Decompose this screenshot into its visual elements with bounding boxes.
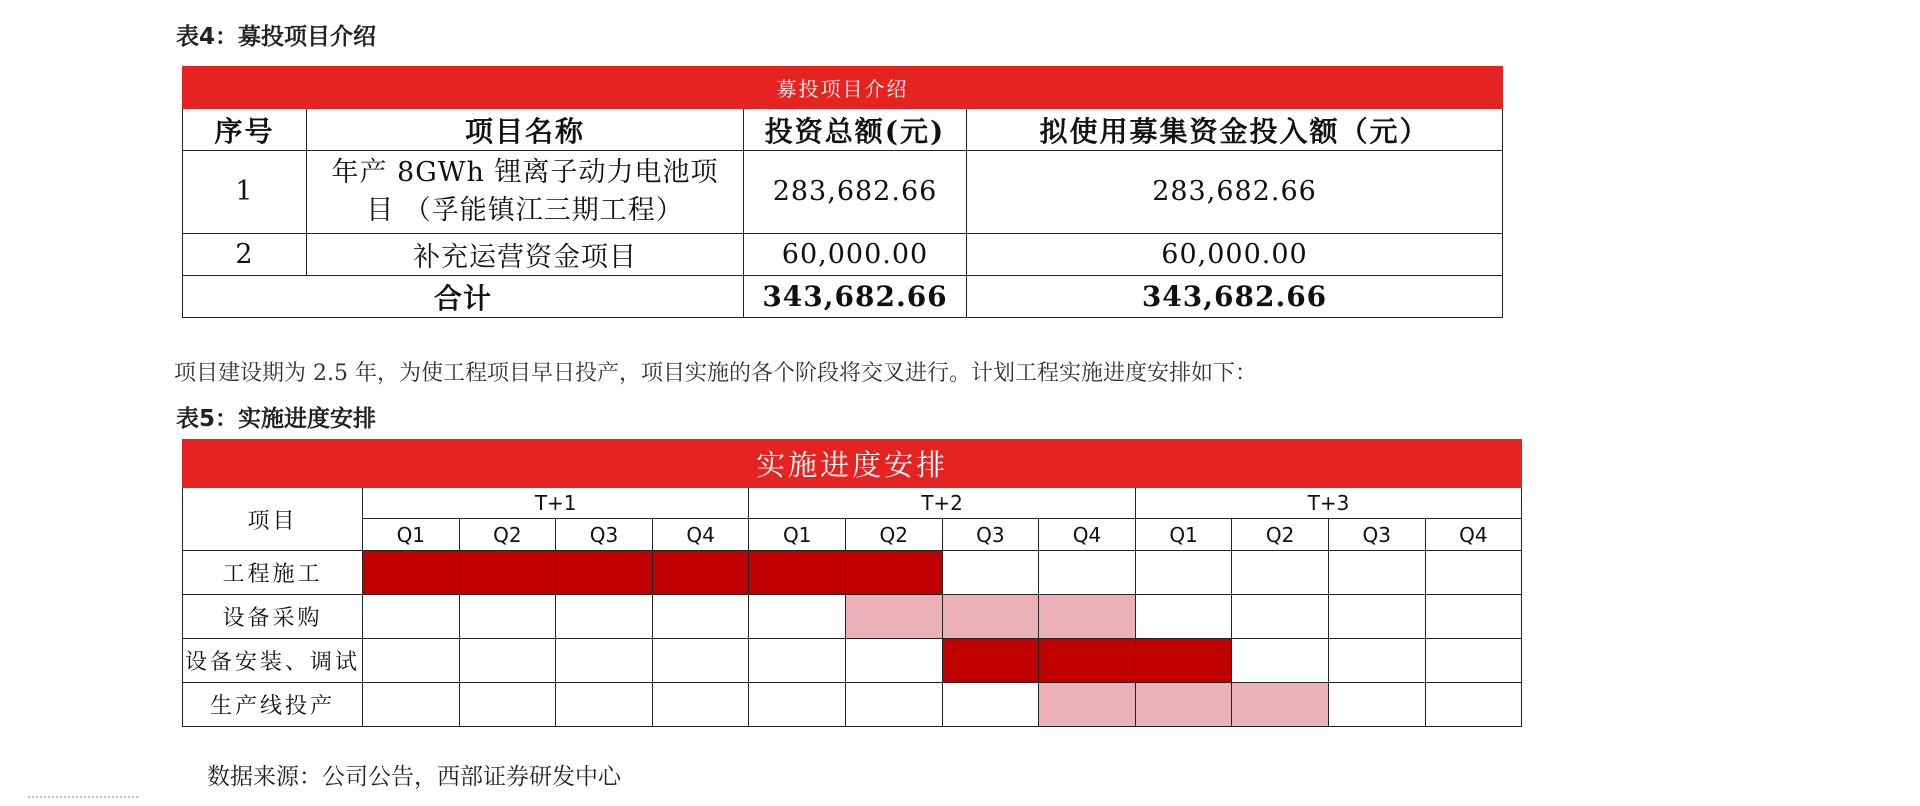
schedule-cell-partial: [1039, 683, 1136, 727]
quarter-header: Q2: [459, 519, 556, 551]
schedule-cell-partial: [942, 595, 1039, 639]
total-row: [183, 276, 1503, 318]
header-no: 序号: [183, 109, 307, 151]
data-source: 数据来源：公司公告，西部证券研发中心: [207, 764, 621, 790]
divider: [28, 796, 138, 806]
quarter-header: Q4: [652, 519, 749, 551]
schedule-cell-active: [1039, 639, 1136, 683]
table-row: [183, 683, 1522, 727]
schedule-cell-empty: [749, 639, 846, 683]
header-raised-funds: 拟使用募集资金投入额（元）: [967, 109, 1503, 151]
quarter-header: Q2: [1232, 519, 1329, 551]
table1-banner-row: [183, 67, 1503, 109]
table2-caption: 表5：实施进度安排: [176, 406, 377, 432]
row-project-name: 补充运营资金项目: [307, 234, 744, 276]
table-row: [183, 234, 1503, 276]
row-project-name: [307, 151, 744, 234]
item-header: 项目: [183, 488, 363, 551]
table2-banner-row: [183, 440, 1522, 488]
quarter-header-row: [183, 519, 1522, 551]
header-total-investment: 投资总额(元): [744, 109, 967, 151]
row-no: 1: [183, 151, 307, 234]
table1-banner: 募投项目介绍: [183, 67, 1503, 109]
schedule-cell-empty: [459, 639, 556, 683]
schedule-cell-active: [845, 551, 942, 595]
year-header-row: [183, 488, 1522, 519]
schedule-cell-empty: [556, 595, 653, 639]
schedule-cell-empty: [1135, 595, 1232, 639]
schedule-cell-empty: [459, 595, 556, 639]
table2-banner: 实施进度安排: [183, 440, 1522, 488]
quarter-header: Q3: [1328, 519, 1425, 551]
project-name-line2: 目 （孚能镇江三期工程）: [366, 195, 684, 226]
schedule-cell-empty: [1425, 683, 1522, 727]
row-no: 2: [183, 234, 307, 276]
schedule-cell-empty: [363, 639, 460, 683]
header-project-name: 项目名称: [307, 109, 744, 151]
task-name: 工程施工: [183, 551, 363, 595]
schedule-cell-partial: [1039, 595, 1136, 639]
schedule-cell-active: [652, 551, 749, 595]
table-row: [183, 595, 1522, 639]
quarter-header: Q1: [1135, 519, 1232, 551]
table1-header-row: [183, 109, 1503, 151]
quarter-header: Q4: [1039, 519, 1136, 551]
schedule-cell-empty: [942, 683, 1039, 727]
schedule-cell-active: [556, 551, 653, 595]
quarter-header: Q3: [942, 519, 1039, 551]
table1-caption: 表4：募投项目介绍: [176, 24, 377, 50]
task-name: 设备安装、调试: [183, 639, 363, 683]
total-label: 合计: [183, 276, 744, 318]
total-investment: 343,682.66: [744, 276, 967, 318]
table-row: [183, 639, 1522, 683]
task-name: 设备采购: [183, 595, 363, 639]
schedule-cell-empty: [652, 639, 749, 683]
schedule-cell-empty: [1232, 595, 1329, 639]
total-raised: 343,682.66: [967, 276, 1503, 318]
schedule-cell-empty: [1425, 639, 1522, 683]
schedule-cell-empty: [1232, 551, 1329, 595]
schedule-cell-empty: [1039, 551, 1136, 595]
quarter-header: Q1: [363, 519, 460, 551]
schedule-cell-empty: [556, 639, 653, 683]
schedule-paragraph: 项目建设期为 2.5 年，为使工程项目早日投产，项目实施的各个阶段将交叉进行。计划工程实施进度安排如下：: [174, 361, 1257, 386]
schedule-cell-active: [1135, 639, 1232, 683]
schedule-cell-active: [942, 639, 1039, 683]
schedule-cell-empty: [1425, 551, 1522, 595]
schedule-cell-empty: [1328, 639, 1425, 683]
year-header: T+1: [363, 488, 749, 519]
year-header: T+3: [1135, 488, 1521, 519]
quarter-header: Q1: [749, 519, 846, 551]
table-row: [183, 151, 1503, 234]
schedule-cell-empty: [1232, 639, 1329, 683]
schedule-cell-active: [749, 551, 846, 595]
schedule-cell-empty: [652, 683, 749, 727]
schedule-cell-active: [459, 551, 556, 595]
schedule-cell-active: [363, 551, 460, 595]
row-raised: 283,682.66: [967, 151, 1503, 234]
schedule-cell-empty: [845, 639, 942, 683]
schedule-cell-empty: [556, 683, 653, 727]
quarter-header: Q3: [556, 519, 653, 551]
row-raised: 60,000.00: [967, 234, 1503, 276]
schedule-cell-empty: [942, 551, 1039, 595]
schedule-cell-empty: [1328, 683, 1425, 727]
schedule-cell-empty: [1135, 551, 1232, 595]
table-row: [183, 551, 1522, 595]
schedule-cell-partial: [1135, 683, 1232, 727]
schedule-cell-empty: [652, 595, 749, 639]
schedule-cell-empty: [1425, 595, 1522, 639]
task-name: 生产线投产: [183, 683, 363, 727]
schedule-cell-empty: [1328, 551, 1425, 595]
project-name-line1: 年产 8GWh 锂离子动力电池项: [331, 157, 719, 188]
row-total: 283,682.66: [744, 151, 967, 234]
fundraising-projects-table: [182, 66, 1503, 318]
schedule-cell-empty: [749, 595, 846, 639]
year-header: T+2: [749, 488, 1135, 519]
schedule-cell-empty: [749, 683, 846, 727]
schedule-cell-empty: [459, 683, 556, 727]
schedule-cell-empty: [845, 683, 942, 727]
row-total: 60,000.00: [744, 234, 967, 276]
implementation-schedule-table: [182, 439, 1522, 727]
schedule-cell-empty: [1328, 595, 1425, 639]
quarter-header: Q4: [1425, 519, 1522, 551]
schedule-cell-empty: [363, 683, 460, 727]
schedule-cell-partial: [1232, 683, 1329, 727]
quarter-header: Q2: [845, 519, 942, 551]
schedule-cell-partial: [845, 595, 942, 639]
schedule-cell-empty: [363, 595, 460, 639]
